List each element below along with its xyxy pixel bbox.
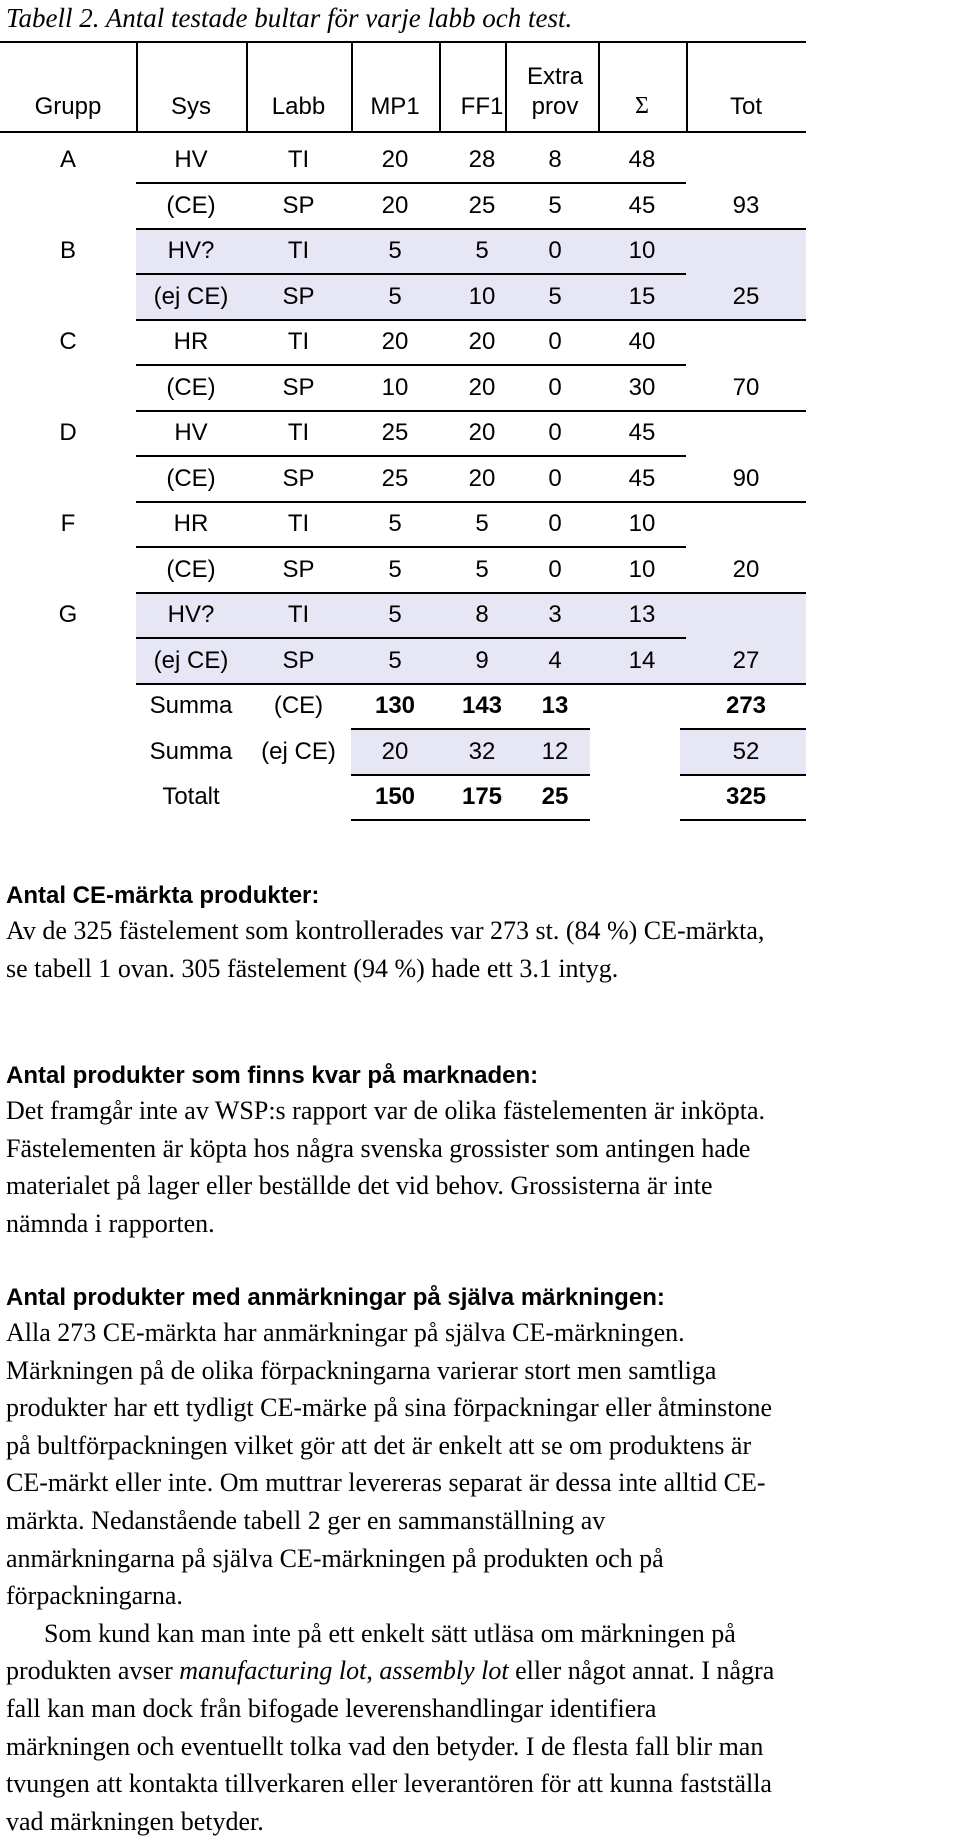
table-rule: [136, 592, 806, 594]
table-cell: 0: [548, 419, 562, 446]
table-cell: TI: [287, 146, 310, 173]
table-cell: B: [59, 237, 76, 264]
table-cell: 3: [548, 601, 562, 628]
table-rule: [136, 319, 806, 321]
table-cell: 5: [388, 282, 402, 310]
table-cell: [686, 322, 806, 362]
table-cell: 20: [381, 146, 409, 173]
paragraph-line: Märkningen på de olika förpackningarna varierar stort men samtliga: [6, 1355, 717, 1385]
table-rule: [136, 501, 806, 503]
summary-cell: 175: [461, 783, 503, 810]
table-cell: 5: [388, 510, 402, 537]
table-cell: 5: [475, 510, 489, 537]
table-rule: [351, 774, 590, 776]
table-cell: 70: [732, 373, 760, 401]
table-rule: [136, 273, 686, 275]
paragraph-line: CE-märkt eller inte. Om muttrar levereras separat är dessa inte alltid CE-: [6, 1468, 766, 1498]
paragraph-line: förpackningarna.: [6, 1581, 183, 1611]
section-on-market: [6, 1060, 956, 1242]
paragraph-line: anmärkningarna på själva CE-märkningen på produkten och på: [6, 1543, 664, 1573]
table-cell: SP: [282, 191, 315, 219]
table-cell: [686, 595, 806, 635]
paragraph-line: produkter har ett tydligt CE-märke på sina förpackningar eller åtminstone: [6, 1393, 773, 1423]
header-grupp: Grupp: [34, 93, 102, 120]
table-rule: [136, 228, 806, 230]
table-cell: 20: [468, 419, 496, 446]
table-rule: [0, 131, 806, 133]
table-cell: HV?: [167, 237, 215, 264]
table-cell: 5: [475, 237, 489, 264]
table-cell: HR: [173, 328, 209, 355]
table-cell: 4: [548, 646, 562, 674]
table-cell: 14: [628, 646, 656, 674]
summary-cell: 25: [541, 783, 569, 810]
header-labb: Labb: [271, 93, 326, 120]
table-cell: 5: [475, 555, 489, 583]
table-rule: [351, 819, 590, 821]
paragraph-line: märkningen och eventuellt tolka vad den betyder. I de flesta fall blir man: [6, 1731, 764, 1761]
table-cell: [0, 641, 136, 681]
header-extra-line1: Extra: [526, 63, 583, 90]
table-cell: TI: [287, 419, 310, 446]
summary-cell: (ej CE): [261, 737, 336, 765]
table-cell: (CE): [166, 373, 216, 401]
table-cell: F: [60, 510, 76, 537]
table-caption: Tabell 2. Antal testade bultar för varje labb och test.: [6, 3, 573, 33]
table-rule: [136, 637, 686, 639]
table-cell: 0: [548, 373, 562, 401]
paragraph-line: Av de 325 fästelement som kontrollerades var 273 st. (84 %) CE-märkta,: [6, 916, 765, 945]
section-paragraph: [6, 1092, 956, 1242]
table-cell: 28: [468, 146, 496, 173]
column-separator: [351, 41, 353, 131]
paragraph-line: vad märkningen betyder.: [6, 1806, 264, 1836]
table-cell: 5: [548, 282, 562, 310]
paragraph-line: se tabell 1 ovan. 305 fästelement (94 %) hade ett 3.1 intyg.: [6, 953, 619, 983]
table-cell: [686, 504, 806, 544]
summary-cell: 325: [725, 783, 767, 810]
table-cell: HV: [174, 146, 208, 173]
summary-cell: [246, 777, 351, 817]
text-run: eller något annat. I några: [508, 1656, 775, 1686]
table-cell: [0, 368, 136, 408]
summary-cell: 20: [381, 737, 409, 765]
table-cell: 15: [628, 282, 656, 310]
table-cell: TI: [287, 237, 310, 264]
paragraph-line: Alla 273 CE-märkta har anmärkningar på själva CE-märkningen.: [6, 1318, 685, 1347]
term-assembly-lot: assembly lot: [379, 1656, 509, 1686]
table-cell: TI: [287, 328, 310, 355]
header-extra-line2: prov: [531, 93, 579, 120]
header-sys: Sys: [170, 93, 211, 120]
table-cell: 93: [732, 191, 760, 219]
summary-cell: 143: [461, 692, 503, 719]
table-cell: [0, 459, 136, 499]
summary-cell: 32: [468, 737, 496, 765]
table-cell: 10: [468, 282, 496, 310]
table-cell: 20: [468, 373, 496, 401]
section-paragraph: [6, 1314, 956, 1840]
table-cell: 5: [388, 601, 402, 628]
table-rule: [680, 728, 806, 730]
table-cell: (ej CE): [153, 282, 229, 310]
table-cell: 8: [548, 146, 562, 173]
table-cell: D: [59, 419, 77, 446]
table-rule: [136, 455, 686, 457]
term-manufacturing-lot: manufacturing lot: [179, 1656, 367, 1686]
text-run: produkten avser: [6, 1656, 180, 1686]
paragraph-line: tvungen att kontakta tillverkaren eller leverantören för att kunna fastställa: [6, 1769, 772, 1799]
table-cell: (CE): [166, 464, 216, 492]
table-cell: [0, 186, 136, 226]
table-rule: [680, 774, 806, 776]
paragraph-line: Fästelementen är köpta hos några svenska grossister som antingen hade: [6, 1133, 751, 1163]
header-tot: Tot: [729, 93, 762, 120]
section-ce-marked: [6, 880, 956, 987]
table-cell: 25: [468, 191, 496, 219]
paragraph-line: märkta. Nedanstående tabell 2 ger en sammanställning av: [6, 1505, 606, 1535]
table-cell: (CE): [166, 555, 216, 583]
summary-cell: Summa: [149, 737, 233, 765]
paragraph-line: Som kund kan man inte på ett enkelt sätt utläsa om märkningen på: [44, 1618, 736, 1648]
table-cell: 5: [388, 646, 402, 674]
table-cell: SP: [282, 555, 315, 583]
table-cell: 20: [468, 328, 496, 355]
column-separator: [505, 41, 507, 131]
table-cell: [686, 413, 806, 453]
table-cell: 25: [732, 282, 760, 310]
table-cell: [0, 550, 136, 590]
table-cell: SP: [282, 464, 315, 492]
text-run: ,: [366, 1656, 380, 1686]
summary-cell: Totalt: [162, 783, 220, 810]
summary-cell: Summa: [149, 692, 233, 719]
table-cell: 90: [732, 464, 760, 492]
table-cell: 45: [628, 191, 656, 219]
section-heading: Antal CE-märkta produkter:: [6, 882, 320, 909]
table-cell: HV: [174, 419, 208, 446]
table-cell: 8: [475, 601, 489, 628]
table-cell: SP: [282, 282, 315, 310]
table-cell: 20: [732, 555, 760, 583]
summary-cell: 150: [374, 783, 416, 810]
table-cell: 25: [381, 419, 409, 446]
section-heading: Antal produkter med anmärkningar på själva märkningen:: [6, 1284, 665, 1311]
summary-cell: (CE): [273, 692, 324, 719]
table-cell: C: [59, 328, 77, 355]
table-cell: 10: [628, 237, 656, 264]
table-rule: [136, 364, 686, 366]
summary-cell: 273: [725, 692, 767, 719]
table-rule: [136, 410, 806, 412]
table-cell: TI: [287, 510, 310, 537]
summary-cell: 130: [374, 692, 416, 719]
table-cell: 0: [548, 237, 562, 264]
table-cell: 0: [548, 555, 562, 583]
table-cell: [686, 140, 806, 180]
column-separator: [246, 41, 248, 131]
table-cell: 45: [628, 419, 656, 446]
paragraph-line: Det framgår inte av WSP:s rapport var de olika fästelementen är inköpta.: [6, 1096, 766, 1125]
table-cell: 5: [388, 555, 402, 583]
column-separator: [598, 41, 600, 131]
table-cell: [0, 277, 136, 317]
section-marking-remarks: [6, 1282, 956, 1840]
paragraph-line: [6, 1652, 956, 1690]
table-cell: 27: [732, 646, 760, 674]
table-cell: 13: [628, 601, 656, 628]
table-cell: [686, 231, 806, 271]
table-cell: SP: [282, 646, 315, 674]
table-cell: (ej CE): [153, 646, 229, 674]
table-cell: 45: [628, 464, 656, 492]
table-cell: 0: [548, 510, 562, 537]
table-cell: 10: [628, 555, 656, 583]
table-cell: 20: [381, 191, 409, 219]
table-cell: G: [58, 601, 78, 628]
table-cell: 9: [475, 646, 489, 674]
section-heading: Antal produkter som finns kvar på marknaden:: [6, 1062, 539, 1089]
table-cell: 40: [628, 328, 656, 355]
table-cell: HV?: [167, 601, 215, 628]
header-mp1: MP1: [370, 93, 420, 120]
summary-cell: 52: [732, 737, 760, 765]
summary-cell: 13: [541, 692, 569, 719]
table-cell: 5: [548, 191, 562, 219]
table-cell: 10: [381, 373, 409, 401]
paragraph-line: nämnda i rapporten.: [6, 1208, 215, 1238]
table-cell: 20: [381, 328, 409, 355]
column-separator: [686, 41, 688, 131]
paragraph-line: fall kan man dock från bifogade leverenshandlingar identifiera: [6, 1693, 657, 1723]
table-rule: [136, 546, 686, 548]
table-cell: 30: [628, 373, 656, 401]
header-sigma: Σ: [635, 93, 649, 119]
table-rule: [136, 182, 686, 184]
table-cell: 20: [468, 464, 496, 492]
paragraph-line: materialet på lager eller beställde det vid behov. Grossisterna är inte: [6, 1171, 713, 1201]
summary-cell: 12: [541, 737, 569, 765]
table-rule: [680, 819, 806, 821]
table-rule: [351, 728, 590, 730]
section-paragraph: [6, 912, 956, 987]
table-cell: 5: [388, 237, 402, 264]
table-cell: A: [59, 146, 76, 173]
table-cell: 0: [548, 464, 562, 492]
paragraph-line: på bultförpackningen vilket gör att det är enkelt att se om produktens är: [6, 1430, 752, 1460]
column-separator: [439, 41, 441, 131]
table-cell: SP: [282, 373, 315, 401]
header-ff1: FF1: [460, 93, 504, 120]
column-separator: [136, 41, 138, 131]
table-cell: 0: [548, 328, 562, 355]
table-cell: 48: [628, 146, 656, 173]
table-cell: (CE): [166, 191, 216, 219]
table-cell: 10: [628, 510, 656, 537]
table-rule: [136, 683, 806, 685]
table-cell: 25: [381, 464, 409, 492]
table-cell: TI: [287, 601, 310, 628]
test-count-table: [0, 0, 960, 830]
table-cell: HR: [173, 510, 209, 537]
